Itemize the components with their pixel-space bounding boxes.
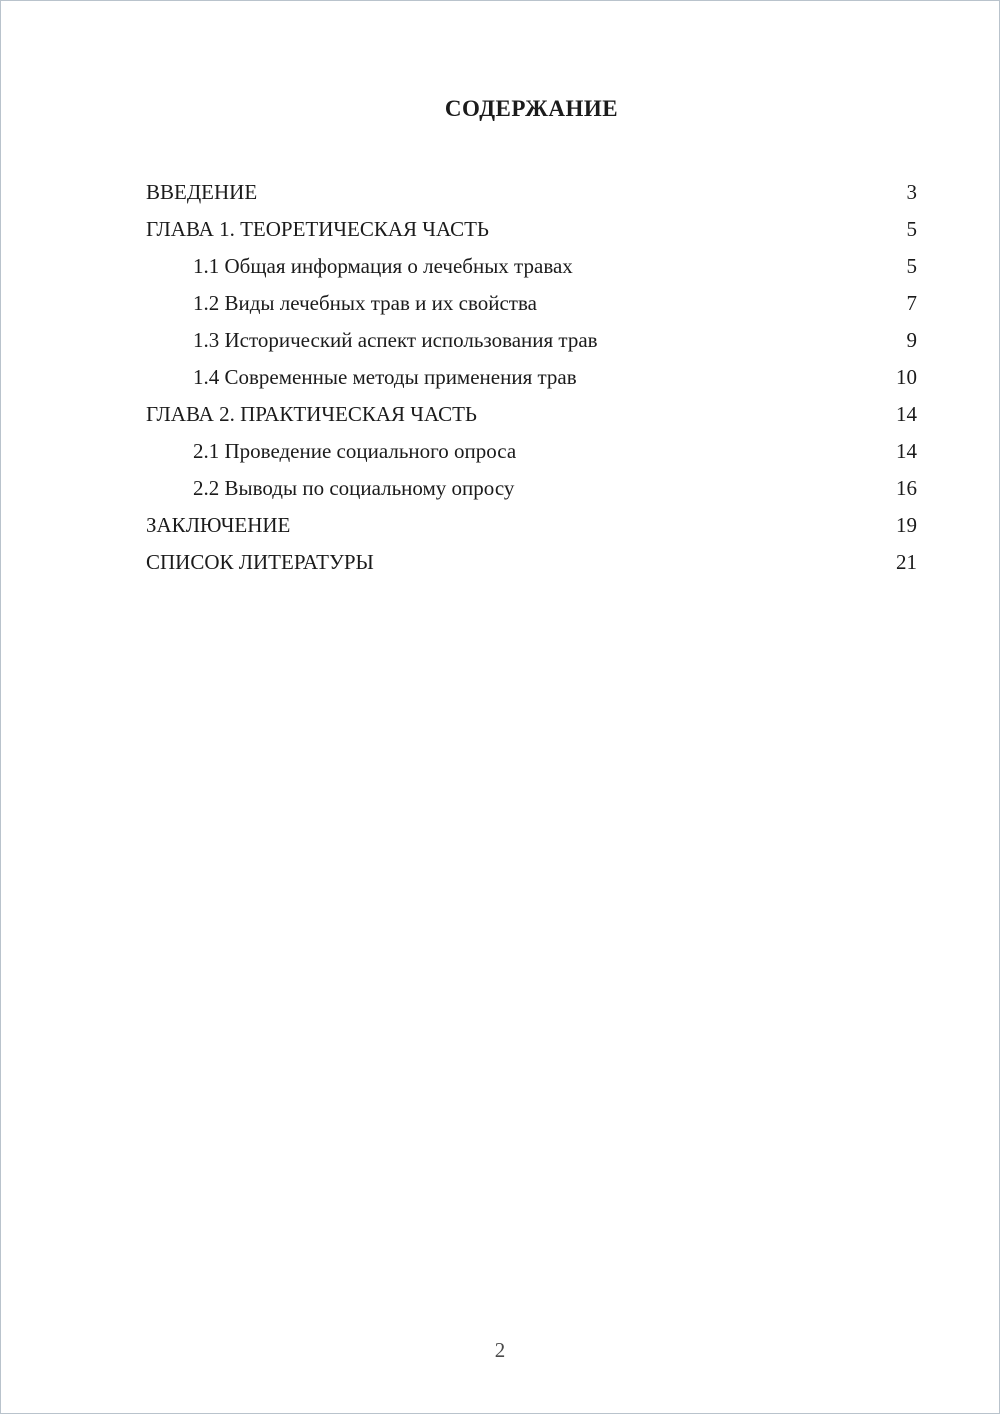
toc-entry-page: 5 [906,254,917,278]
toc-entry-page: 16 [896,476,917,500]
toc-entry-page: 10 [896,365,917,389]
page-title: СОДЕРЖАНИЕ [444,96,619,121]
toc-entry [146,322,917,359]
toc-entry-label: 1.3 Исторический аспект использования трав [193,328,598,352]
toc-entry [146,544,917,581]
toc-entry-label: 1.1 Общая информация о лечебных травах [193,254,573,278]
toc-entry-label: ГЛАВА 1. ТЕОРЕТИЧЕСКАЯ ЧАСТЬ [146,217,489,241]
toc-entry [146,211,917,248]
toc-entry [146,248,917,285]
toc-entry [146,507,917,544]
toc-entry-label: 1.4 Современные методы применения трав [193,365,577,389]
toc-entry [146,285,917,322]
toc-entry-page: 9 [906,328,917,352]
page-content [146,96,917,581]
toc-entry-page: 21 [896,550,917,574]
footer-page-number: 2 [494,1338,506,1362]
toc-entry-label: 1.2 Виды лечебных трав и их свойства [193,291,537,315]
toc-entry-page: 7 [906,291,917,315]
toc-entry [146,396,917,433]
toc-entry-page: 14 [896,402,917,426]
toc-entry [146,359,917,396]
toc-entry-label: ГЛАВА 2. ПРАКТИЧЕСКАЯ ЧАСТЬ [146,402,477,426]
toc-entry-label: СПИСОК ЛИТЕРАТУРЫ [146,550,374,574]
toc-entry-page: 5 [906,217,917,241]
toc-entry-page: 14 [896,439,917,463]
toc-entry [146,433,917,470]
toc-entry [146,470,917,507]
toc-entry [146,174,917,211]
toc-list [146,174,917,581]
toc-entry-label: 2.1 Проведение социального опроса [193,439,517,463]
toc-entry-label: ВВЕДЕНИЕ [146,180,258,204]
toc-entry-label: 2.2 Выводы по социальному опросу [193,476,515,500]
toc-entry-page: 19 [896,513,917,537]
toc-entry-page: 3 [906,180,917,204]
toc-entry-label: ЗАКЛЮЧЕНИЕ [146,513,291,537]
